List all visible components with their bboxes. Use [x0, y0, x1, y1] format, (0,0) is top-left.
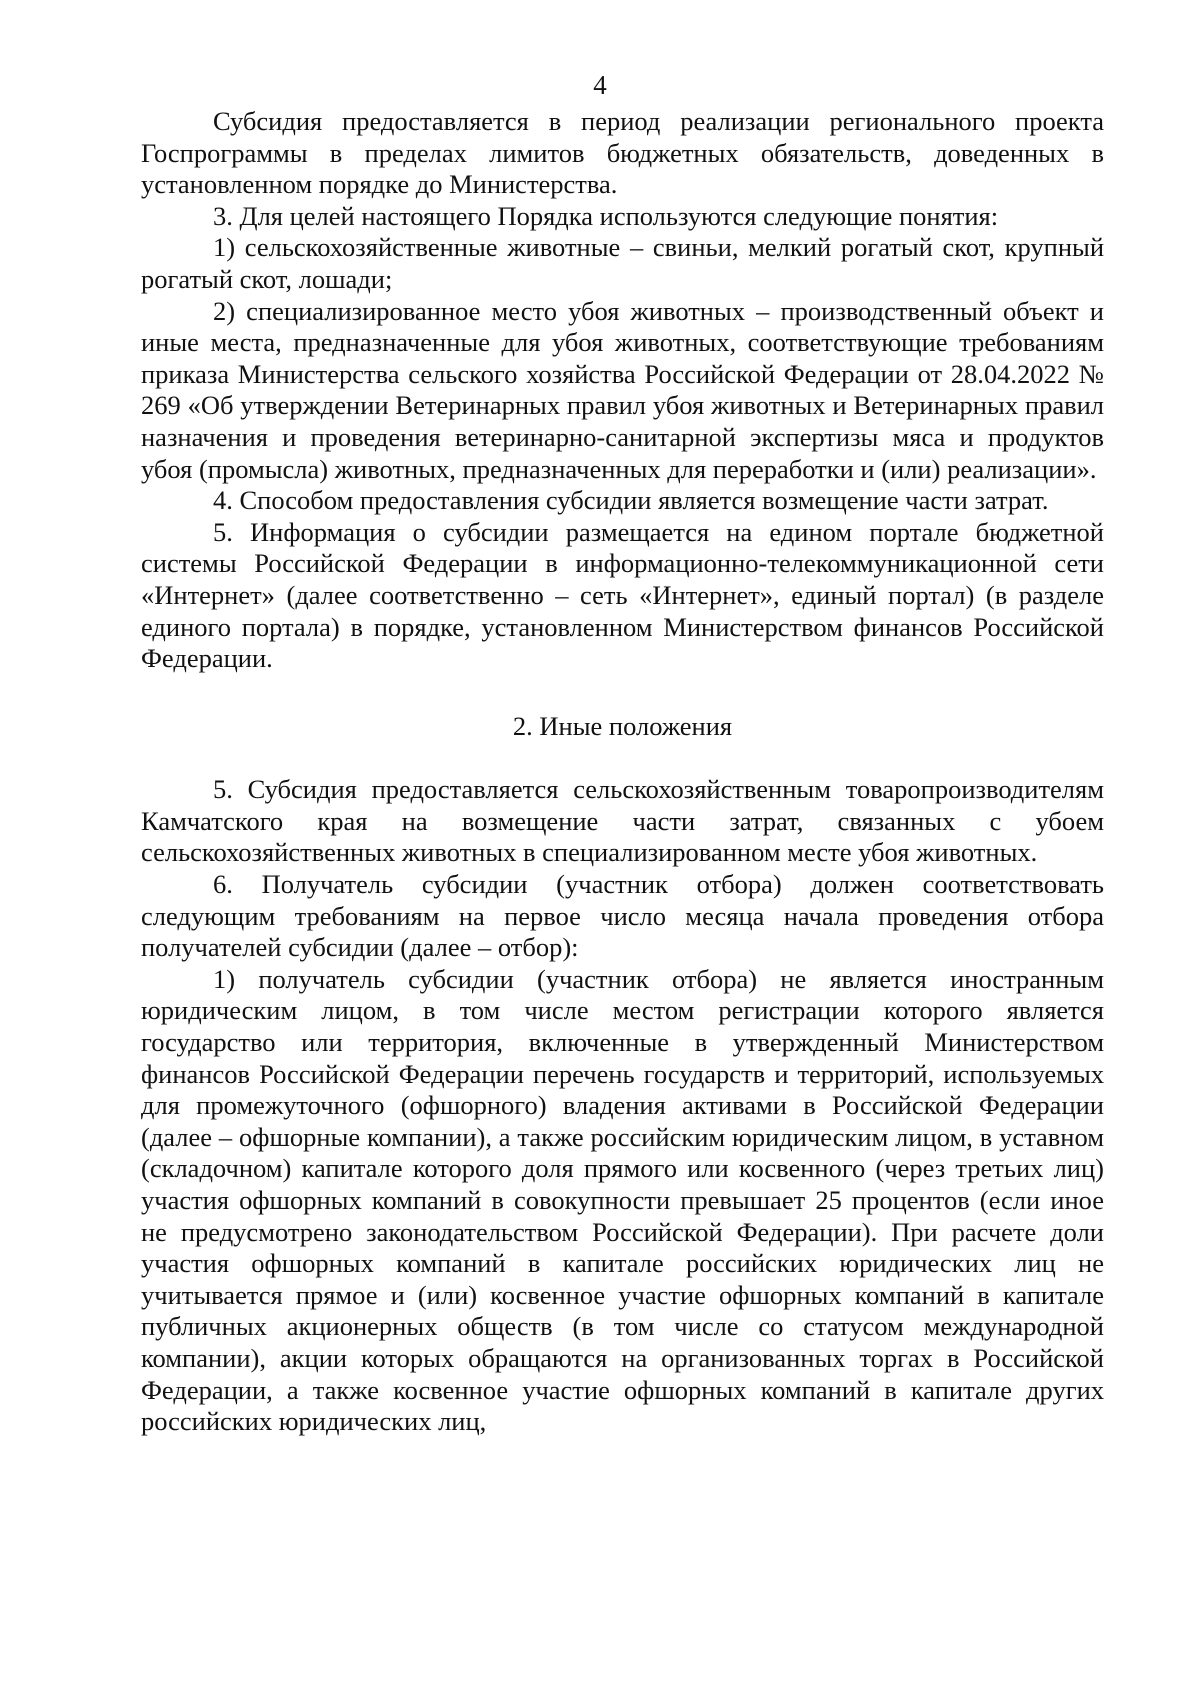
paragraph-4: 4. Способом предоставления субсидии является возмещение части затрат.: [213, 485, 1049, 516]
paragraph-section2-5: 5. Субсидия предоставляется сельскохозяйственным товаропроизводителям Камчатского края на возмещение части затрат, связанных с убоем сельскохозяйственных животных в специализированном месте убоя животных.: [141, 774, 1104, 868]
page-number: 4: [593, 70, 607, 100]
section-heading-text: 2. Иные положения: [512, 710, 733, 741]
paragraph-section2-6: 6. Получатель субсидии (участник отбора) должен соответствовать следующим требованиям на первое число месяца начала проведения отбора получателей субсидии (далее – отбор):: [141, 869, 1104, 963]
paragraph-5: 5. Информация о субсидии размещается на едином портале бюджетной системы Российской Федерации в информационно-телекоммуникационной сети «Интернет» (далее соответственно – сеть «Интернет», единый портал) (в разделе единого портала) в порядке, установленном Министерством финансов Российской Федерации.: [141, 516, 1104, 674]
section-heading-other-provisions: [141, 675, 1104, 775]
paragraph-subsidy-period: Субсидия предоставляется в период реализации регионального проекта Госпрограммы в пределах лимитов бюджетных обязательств, доведенных в установленном порядке до Министерства.: [141, 106, 1104, 200]
paragraph-3-intro: 3. Для целей настоящего Порядка используются следующие понятия:: [213, 200, 999, 231]
paragraph-3-item-1: 1) сельскохозяйственные животные – свиньи, мелкий рогатый скот, крупный рогатый скот, лошади;: [141, 232, 1104, 294]
document-body: [141, 106, 1104, 1438]
paragraph-section2-6-item-1: 1) получатель субсидии (участник отбора) не является иностранным юридическим лицом, в том числе местом регистрации которого является государство или территория, включенные в утвержденный Министерством финансов Российской Федерации перечень государств и территорий, используемых для промежуточного (офшорного) владения активами в Российской Федерации (далее – офшорные компании), а также российским юридическим лицом, в уставном (складочном) капитале которого доля прямого или косвенного (через третьих лиц) участия офшорных компаний в совокупности превышает 25 процентов (если иное не предусмотрено законодательством Российской Федерации). При расчете доли участия офшорных компаний в капитале российских юридических лиц не учитывается прямое и (или) косвенное участие офшорных компаний в капитале публичных акционерных обществ (в том числе со статусом международной компании), акции которых обращаются на организованных торгах в Российской Федерации, а также косвенное участие офшорных компаний в капитале других российских юридических лиц,: [141, 963, 1104, 1437]
paragraph-3-item-2: 2) специализированное место убоя животных – производственный объект и иные места, предназначенные для убоя животных, соответствующие требованиям приказа Министерства сельского хозяйства Российской Федерации от 28.04.2022 № 269 «Об утверждении Ветеринарных правил убоя животных и Ветеринарных правил назначения и проведения ветеринарно-санитарной экспертизы мяса и продуктов убоя (промысла) животных, предназначенных для переработки и (или) реализации».: [141, 295, 1104, 484]
